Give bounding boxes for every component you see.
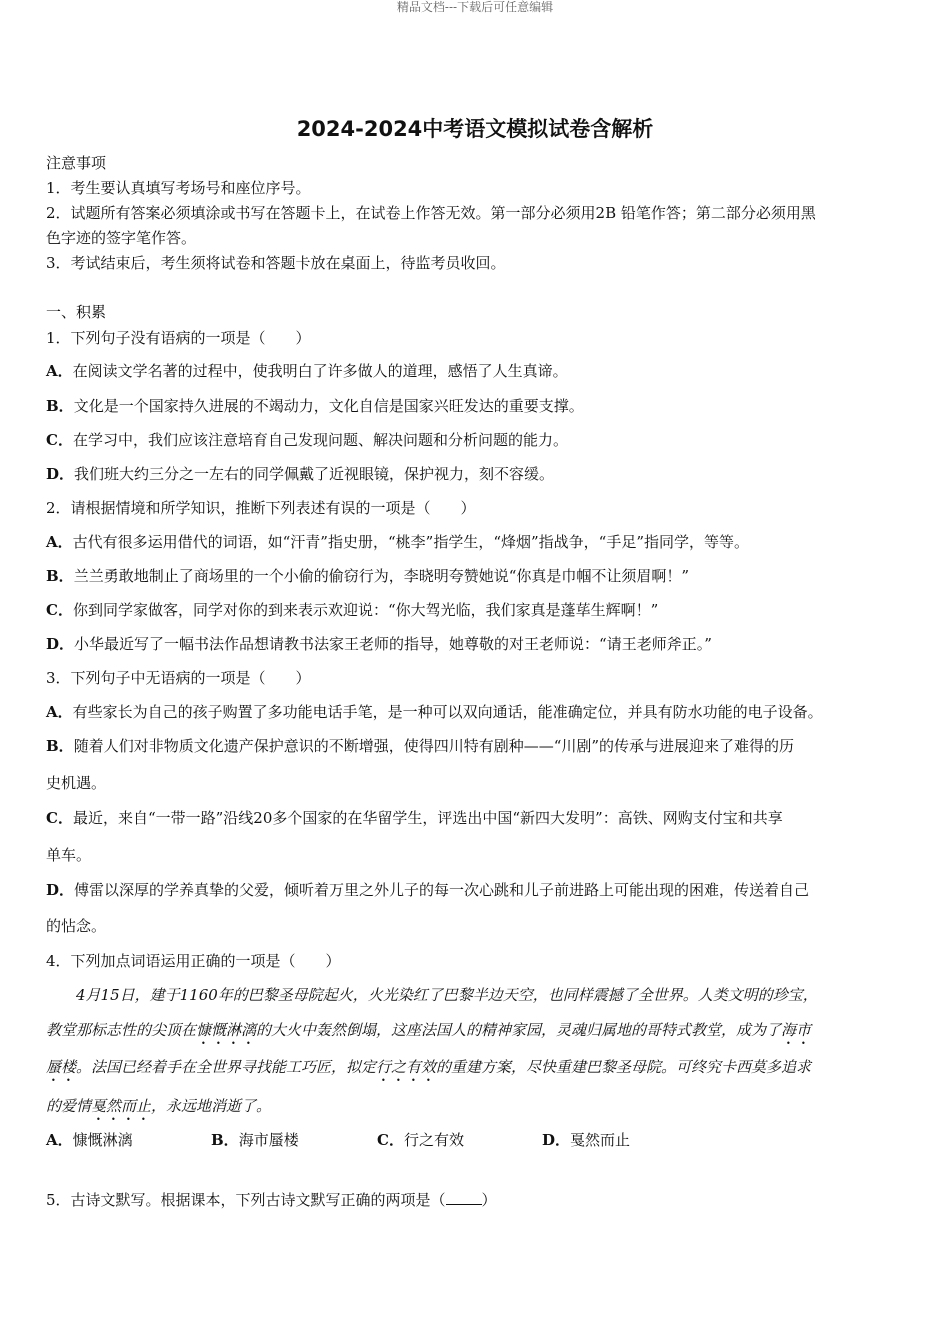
dotted-word: 慷慨淋漓 xyxy=(196,1021,257,1039)
option-text: 随着人们对非物质文化遗产保护意识的不断增强，使得四川特有剧种——“川剧”的传承与进展迎来了难得的历 xyxy=(73,737,795,755)
question-stem-end: ） xyxy=(481,1191,497,1209)
passage-text: ，永远地消逝了。 xyxy=(151,1097,272,1115)
option-letter: B． xyxy=(211,1131,239,1149)
dotted-word: 海市 xyxy=(781,1021,812,1039)
dotted-word: 蜃楼 xyxy=(46,1058,77,1076)
answer-blank xyxy=(446,1190,482,1205)
option-item xyxy=(46,735,794,756)
option-letter: D． xyxy=(46,881,75,899)
option-text: 在学习中，我们应该注意培育自己发现问题、解决问题和分析问题的能力。 xyxy=(72,431,568,449)
option-letter: C． xyxy=(46,431,73,449)
option-letter: D． xyxy=(46,635,75,653)
option-item xyxy=(46,429,568,450)
notes-item: 3．考试结束后，考生须将试卷和答题卡放在桌面上，待监考员收回。 xyxy=(46,254,506,272)
option-letter: B． xyxy=(46,737,74,755)
passage-line: 4月15日，建于1160年的巴黎圣母院起火，火光染红了巴黎半边天空，也同样震撼了全世界。人类文明的珍宝， xyxy=(76,986,818,1004)
option-continuation: 单车。 xyxy=(46,846,92,864)
page-header: 精品文档---下载后可任意编辑 xyxy=(396,0,554,14)
option-text: 戛然而止 xyxy=(570,1131,631,1149)
option-letter: C． xyxy=(377,1131,404,1149)
option-letter: B． xyxy=(46,397,74,415)
option-text: 最近，来自“一带一路”沿线20多个国家的在华留学生，评选出中国“新四大发明”：高铁、网购支付宝和共享 xyxy=(72,809,783,827)
option-text: 你到同学家做客，同学对你的到来表示欢迎说：“你大驾光临，我们家真是蓬荜生辉啊！” xyxy=(72,601,659,619)
option-letter: D． xyxy=(46,465,75,483)
dotted-word: 行之有效 xyxy=(376,1058,437,1076)
option-text: 慷慨淋漓 xyxy=(72,1131,133,1149)
question-stem: 1．下列句子没有语病的一项是（ ） xyxy=(46,329,311,347)
option-item xyxy=(46,701,823,722)
option-item xyxy=(211,1129,299,1150)
option-text: 小华最近写了一幅书法作品想请教书法家王老师的指导，她尊敬的对王老师说：“请王老师斧正。” xyxy=(74,635,712,653)
option-item xyxy=(46,531,749,552)
option-text: 文化是一个国家持久进展的不竭动力，文化自信是国家兴旺发达的重要支撑。 xyxy=(73,397,584,415)
option-letter: A． xyxy=(46,362,73,380)
option-item xyxy=(46,395,584,416)
question-stem: 3．下列句子中无语病的一项是（ ） xyxy=(46,669,311,687)
option-text: 在阅读文学名著的过程中，使我明白了许多做人的道理，感悟了人生真谛。 xyxy=(72,362,568,380)
option-continuation: 史机遇。 xyxy=(46,774,107,792)
option-text: 我们班大约三分之一左右的同学佩戴了近视眼镜，保护视力，刻不容缓。 xyxy=(74,465,555,483)
section-heading: 一、积累 xyxy=(46,303,107,321)
option-item xyxy=(377,1129,464,1150)
question-stem xyxy=(46,1189,497,1210)
option-item xyxy=(46,599,658,620)
option-item xyxy=(46,1129,133,1150)
notes-item: 1．考生要认真填写考场号和座位序号。 xyxy=(46,179,311,197)
option-item xyxy=(46,463,554,484)
option-item xyxy=(46,360,568,381)
option-text: 兰兰勇敢地制止了商场里的一个小偷的偷窃行为，李晓明夸赞她说“你真是巾帼不让须眉啊！” xyxy=(73,567,690,585)
option-text: 行之有效 xyxy=(403,1131,464,1149)
notes-heading: 注意事项 xyxy=(46,154,107,172)
question-stem: 4．下列加点词语运用正确的一项是（ ） xyxy=(46,952,341,970)
dotted-word: 戛然而止 xyxy=(91,1097,152,1115)
option-continuation: 的怗念。 xyxy=(46,917,107,935)
passage-text: 。法国已经着手在全世界寻找能工巧匠，拟定 xyxy=(76,1058,377,1076)
option-text: 古代有很多运用借代的词语，如“汗青”指史册，“桃李”指学生，“烽烟”指战争，“手足”指同学，等等。 xyxy=(72,533,749,551)
option-letter: B． xyxy=(46,567,74,585)
passage-line xyxy=(46,1095,271,1124)
option-text: 海市蜃楼 xyxy=(238,1131,299,1149)
option-item xyxy=(46,565,689,586)
passage-line xyxy=(46,1056,811,1085)
option-item xyxy=(46,879,809,900)
passage-line xyxy=(46,1019,811,1048)
passage-text: 的爱情 xyxy=(46,1097,92,1115)
option-letter: A． xyxy=(46,1131,73,1149)
option-letter: D． xyxy=(542,1131,571,1149)
option-letter: A． xyxy=(46,533,73,551)
question-stem: 2．请根据情境和所学知识，推断下列表述有误的一项是（ ） xyxy=(46,499,476,517)
option-item xyxy=(46,633,712,654)
option-letter: C． xyxy=(46,601,73,619)
passage-text: 的大火中轰然倒塌，这座法国人的精神家园，灵魂归属地的哥特式教堂，成为了 xyxy=(256,1021,782,1039)
page-title: 2024-2024中考语文模拟试卷含解析 xyxy=(296,117,654,141)
option-letter: A． xyxy=(46,703,73,721)
passage-text: 教堂那标志性的尖顶在 xyxy=(46,1021,197,1039)
option-text: 傅雷以深厚的学养真挚的父爱，倾听着万里之外儿子的每一次心跳和儿子前进路上可能出现的困难，传送着自己 xyxy=(74,881,810,899)
option-item xyxy=(542,1129,630,1150)
question-stem-text: 5．古诗文默写。根据课本，下列古诗文默写正确的两项是（ xyxy=(46,1191,446,1209)
option-item xyxy=(46,807,783,828)
notes-item: 2．试题所有答案必须填涂或书写在答题卡上，在试卷上作答无效。第一部分必须用2B 铅笔作答；第二部分必须用黑 xyxy=(46,204,816,222)
option-text: 有些家长为自己的孩子购置了多功能电话手笔，是一种可以双向通话，能准确定位，并具有防水功能的电子设备。 xyxy=(72,703,823,721)
passage-text: 的重建方案，尽快重建巴黎圣母院。可终究卡西莫多追求 xyxy=(436,1058,812,1076)
notes-item: 色字迹的签字笔作答。 xyxy=(46,229,197,247)
option-letter: C． xyxy=(46,809,73,827)
